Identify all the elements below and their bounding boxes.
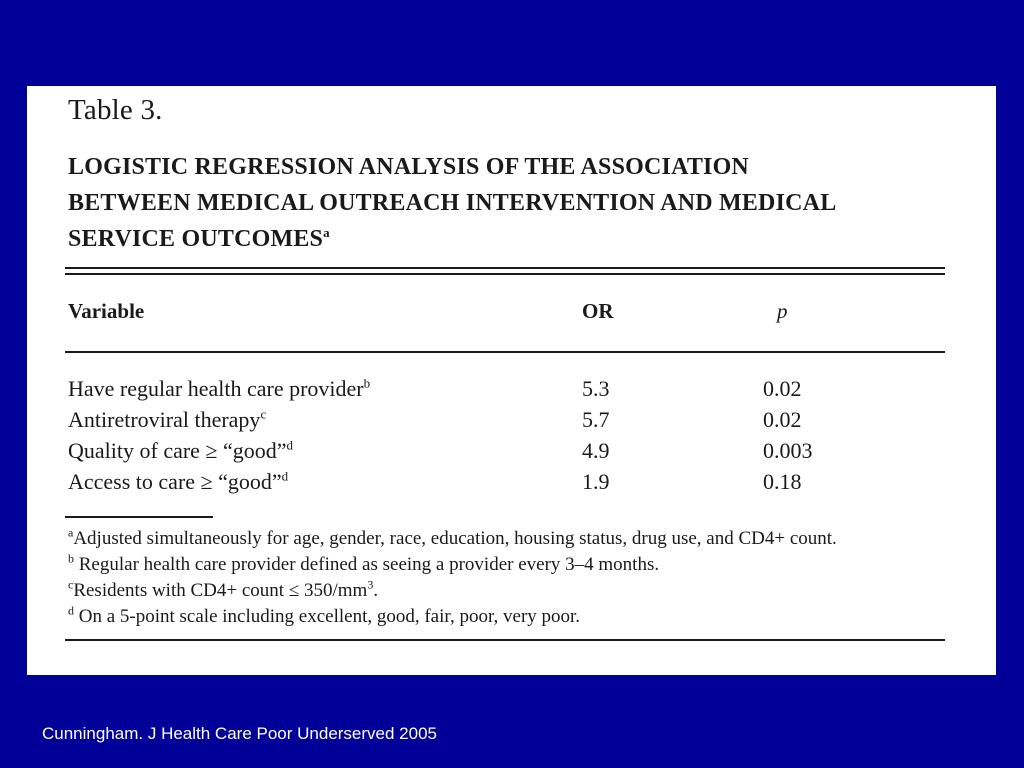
row-p: 0.18 — [763, 469, 802, 494]
footnote: $^d$ On a 5-point scale including excellent, good, fair, poor, very poor. — [68, 603, 581, 627]
row-or: 4.9 — [582, 438, 610, 463]
footnote: $^b$ Regular health care provider defined as seeing a provider every 3–4 months. — [68, 551, 660, 575]
table-label: Table 3. — [68, 94, 163, 126]
table-title — [68, 149, 868, 257]
row-variable: Have regular health care provider$^b$ — [68, 375, 371, 401]
row-p: 0.02 — [763, 407, 802, 432]
row-p: 0.02 — [763, 376, 802, 401]
top-rule-1 — [65, 267, 945, 269]
row-or: 1.9 — [582, 469, 610, 494]
top-rule-2 — [65, 273, 945, 275]
table-panel — [27, 86, 996, 675]
header-p: p — [777, 299, 788, 323]
table-row — [27, 469, 996, 500]
row-variable: Antiretroviral therapy$^c$ — [68, 406, 267, 432]
footnote: $^a$Adjusted simultaneously for age, gender, race, education, housing status, drug use, and CD4+ count. — [68, 525, 837, 549]
header-variable: Variable — [68, 299, 145, 323]
footnote-rule — [65, 516, 213, 518]
row-p: 0.003 — [763, 438, 813, 463]
table-title-text: LOGISTIC REGRESSION ANALYSIS OF THE ASSOCIATION BETWEEN MEDICAL OUTREACH INTERVENTION AND MEDICAL SERVICE OUTCOMES — [68, 154, 836, 252]
table-row — [27, 407, 996, 438]
row-variable: Access to care ≥ “good”$^d$ — [68, 468, 289, 494]
table-row — [27, 376, 996, 407]
row-variable: Quality of care ≥ “good”$^d$ — [68, 437, 294, 463]
footnotes — [68, 526, 968, 630]
header-or: OR — [582, 299, 614, 323]
header-rule — [65, 351, 945, 353]
bottom-rule — [65, 639, 945, 641]
row-or: 5.3 — [582, 376, 610, 401]
row-or: 5.7 — [582, 407, 610, 432]
table-title-note: a — [323, 225, 330, 240]
citation-caption: Cunningham. J Health Care Poor Underserved 2005 — [42, 724, 438, 743]
footnote: $^c$Residents with CD4+ count ≤ $350/mm^3$. — [68, 577, 379, 601]
table-row — [27, 438, 996, 469]
